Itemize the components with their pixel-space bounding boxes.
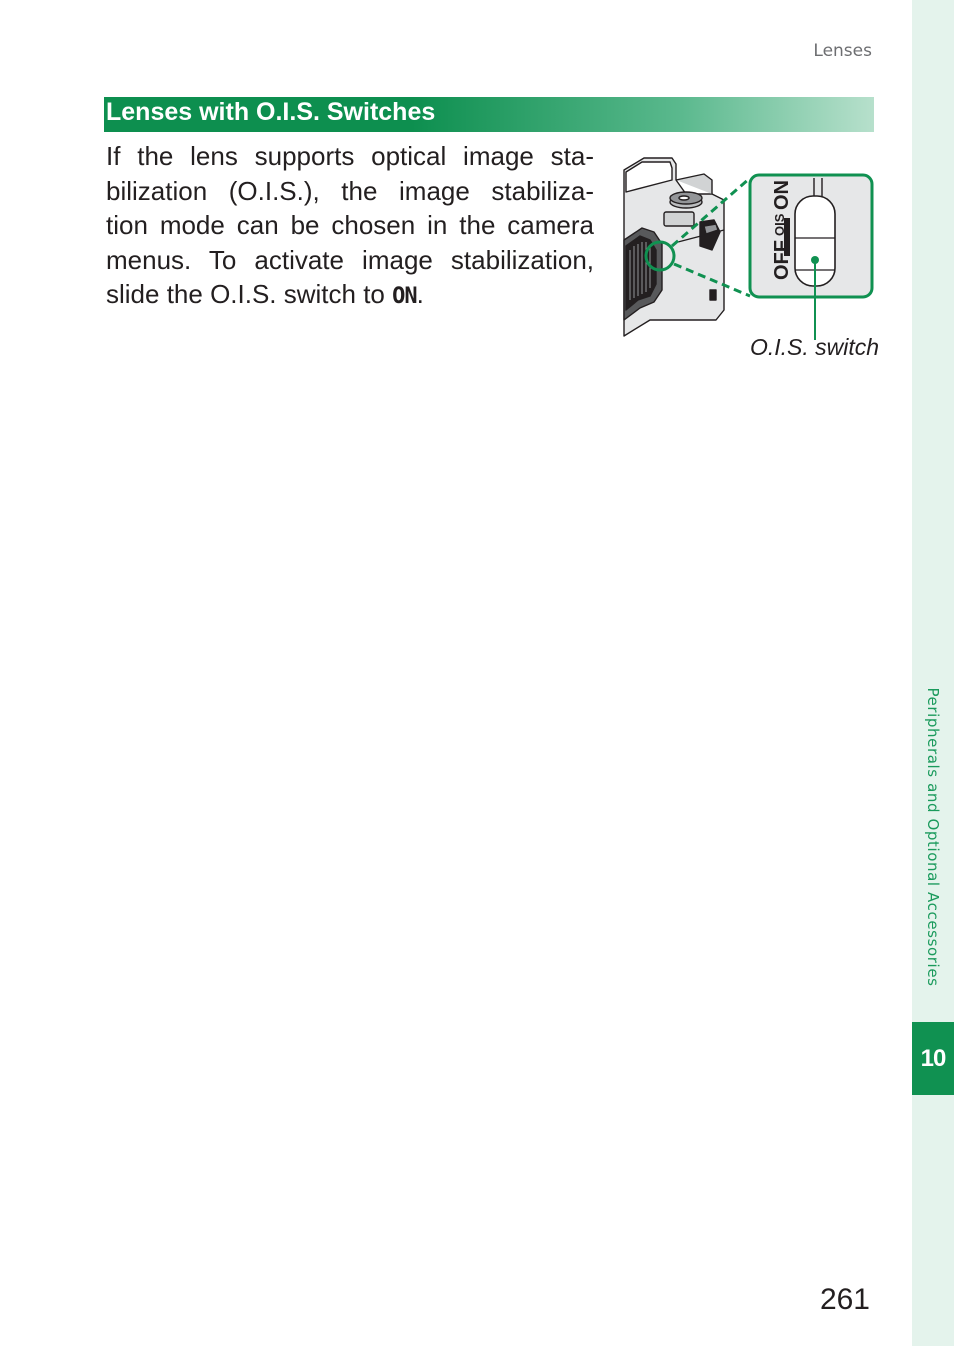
ois-switch-icon	[771, 178, 835, 340]
chapter-title-vertical: Peripherals and Optional Accessories	[924, 687, 942, 987]
on-setting-label: ON	[392, 284, 417, 309]
body-paragraph	[106, 139, 594, 315]
body-line-end: .	[416, 279, 424, 309]
section-title: Lenses with O.I.S. Switches	[106, 98, 436, 126]
body-line: If the lens supports optical image sta-	[106, 141, 594, 171]
body-line: menus. To activate image stabilization,	[106, 244, 594, 275]
switch-label-off: OFF	[771, 240, 793, 280]
section-heading-bar	[104, 97, 874, 132]
switch-label-ois: OIS	[772, 213, 787, 236]
body-line: bilization (O.I.S.), the image stabiliza-	[106, 175, 594, 206]
chapter-side-strip	[912, 0, 954, 1346]
camera-body-drawing	[624, 158, 724, 336]
running-head: Lenses	[813, 41, 872, 61]
body-line: tion mode can be chosen in the camera	[106, 210, 594, 240]
camera-illustration	[620, 150, 876, 340]
body-line-last	[106, 277, 594, 315]
page-number: 261	[819, 1283, 870, 1316]
figure-caption: O.I.S. switch	[750, 334, 880, 360]
switch-label-on: ON	[771, 180, 793, 210]
body-line-text: slide the O.I.S. switch to	[106, 279, 393, 309]
chapter-number-tab[interactable]: 10	[912, 1022, 954, 1095]
